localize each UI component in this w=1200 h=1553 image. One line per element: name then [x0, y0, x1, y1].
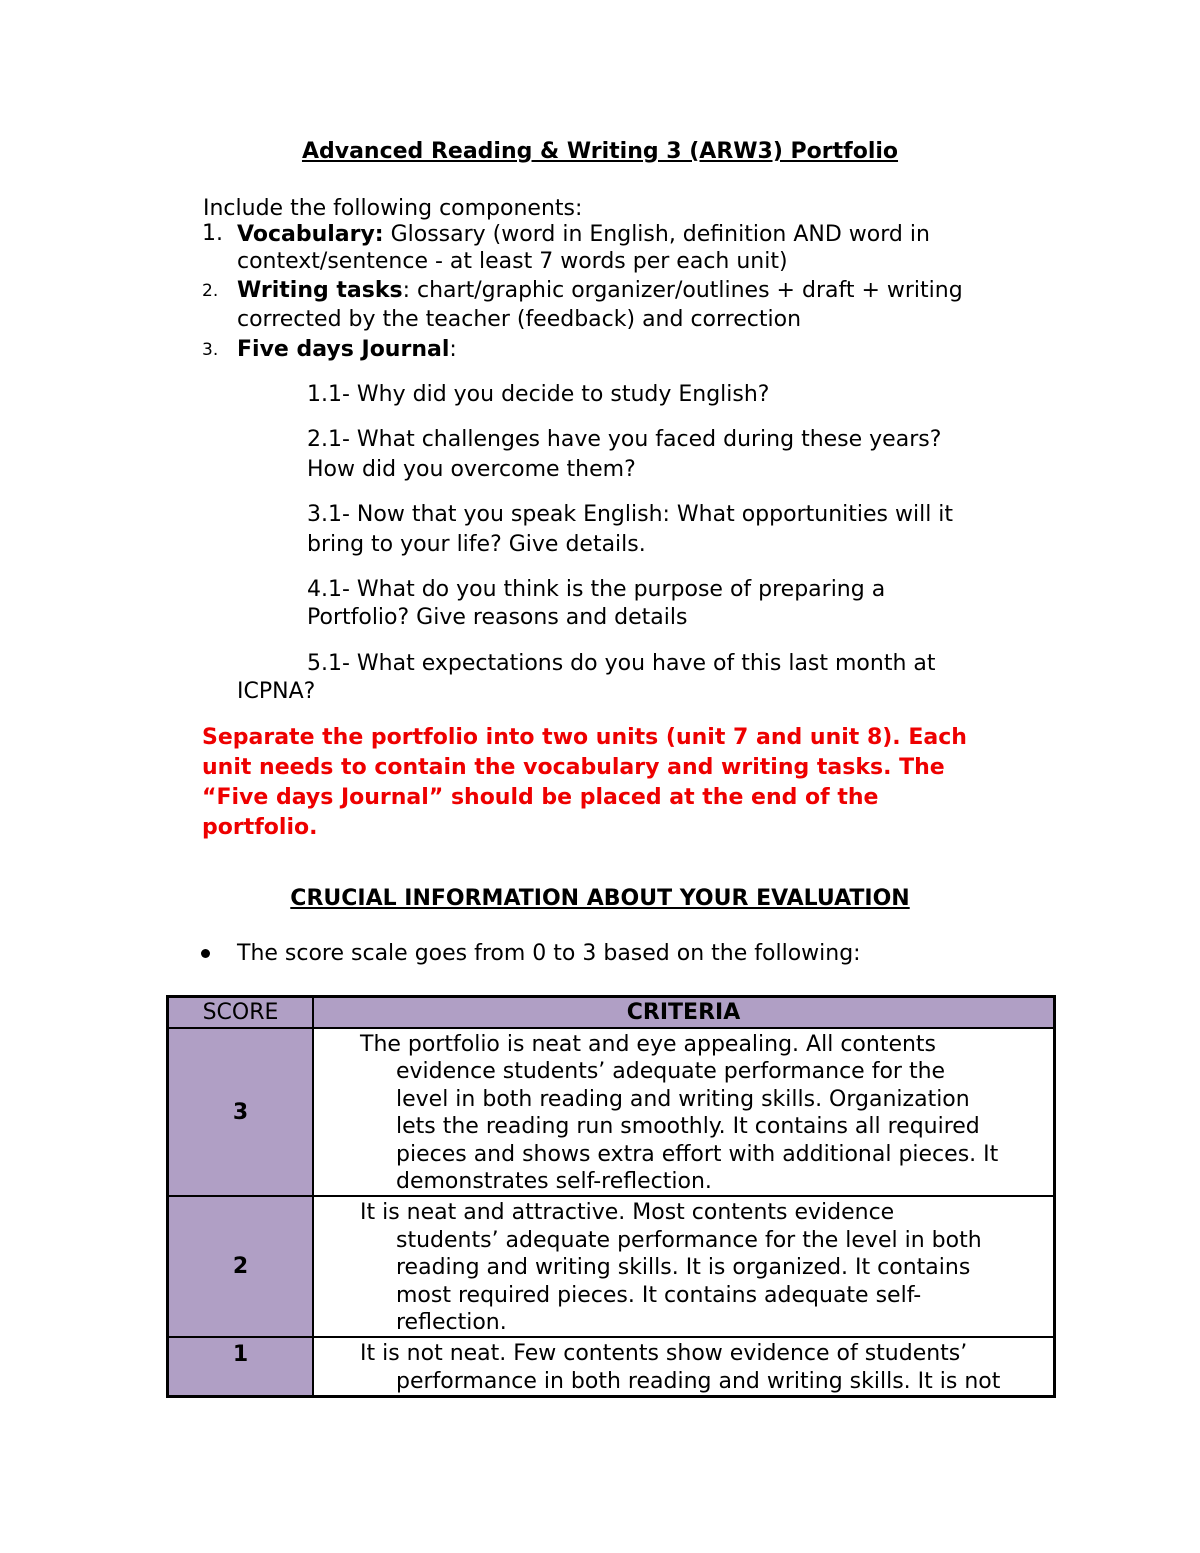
journal-question-3-line2: bring to your life? Give details.	[307, 532, 646, 557]
criteria-line: evidence students’ adequate performance for the	[396, 1059, 946, 1085]
journal-question-4: 4.1- What do you think is the purpose of preparing a	[307, 577, 886, 602]
notice-line-4: portfolio.	[202, 815, 318, 840]
criteria-line: It is not neat. Few contents show evidence of students’	[360, 1341, 968, 1367]
journal-question-2: 2.1- What challenges have you faced during these years?	[307, 427, 942, 452]
component-text: Glossary (word in English, definition AND word in	[383, 222, 930, 247]
criteria-cell	[313, 1028, 1055, 1196]
component-writing-tasks	[237, 277, 963, 304]
component-journal	[237, 336, 457, 363]
intro-text: Include the following components:	[203, 196, 583, 221]
evaluation-heading: CRUCIAL INFORMATION ABOUT YOUR EVALUATION	[290, 886, 910, 911]
score-cell: 3	[168, 1028, 314, 1196]
component-label: Vocabulary:	[237, 222, 384, 247]
list-number-3: 3.	[202, 340, 219, 360]
criteria-line: pieces and shows extra effort with additional pieces. It	[396, 1141, 999, 1167]
document-title: Advanced Reading & Writing 3 (ARW3) Portfolio	[301, 139, 899, 164]
score-cell: 1	[168, 1337, 314, 1396]
notice-line-3: “Five days Journal” should be placed at the end of the	[202, 785, 879, 810]
component-label: Five days Journal	[237, 337, 450, 362]
component-text: : chart/graphic organizer/outlines + draft + writing	[402, 278, 963, 303]
component-vocabulary-line2: context/sentence - at least 7 words per each unit)	[237, 249, 788, 274]
notice-line-1: Separate the portfolio into two units (unit 7 and unit 8). Each	[202, 725, 967, 750]
criteria-header: CRITERIA	[313, 997, 1055, 1029]
table-row	[168, 1196, 1055, 1337]
score-scale-text: The score scale goes from 0 to 3 based on the following:	[237, 941, 861, 966]
component-writing-tasks-line2: corrected by the teacher (feedback) and correction	[237, 307, 802, 332]
list-number-1: 1.	[202, 221, 223, 246]
journal-question-4-line2: Portfolio? Give reasons and details	[307, 605, 688, 630]
bullet-icon	[201, 949, 210, 958]
criteria-line: The portfolio is neat and eye appealing. All contents	[360, 1032, 937, 1057]
component-label: Writing tasks	[237, 278, 403, 303]
journal-question-5-line2: ICPNA?	[237, 679, 316, 704]
criteria-cell	[313, 1196, 1055, 1337]
criteria-line: It is neat and attractive. Most contents evidence	[360, 1200, 895, 1226]
criteria-line: lets the reading run smoothly. It contains all required	[396, 1114, 980, 1140]
list-number-2: 2.	[202, 281, 219, 301]
component-vocabulary	[237, 221, 930, 248]
rubric-header-row	[168, 997, 1055, 1029]
journal-question-1: 1.1- Why did you decide to study English?	[307, 382, 770, 407]
criteria-cell	[313, 1337, 1055, 1396]
rubric-table	[166, 995, 1056, 1398]
criteria-line: reflection.	[396, 1310, 507, 1336]
table-row	[168, 1337, 1055, 1396]
component-text: :	[449, 337, 457, 362]
journal-question-2-line2: How did you overcome them?	[307, 457, 636, 482]
criteria-line: performance in both reading and writing skills. It is not	[396, 1368, 1001, 1394]
criteria-line: students’ adequate performance for the level in both	[396, 1227, 982, 1253]
criteria-line: demonstrates self-reflection.	[396, 1169, 712, 1195]
score-header: SCORE	[168, 997, 314, 1029]
score-cell: 2	[168, 1196, 314, 1337]
table-row	[168, 1028, 1055, 1196]
notice-line-2: unit needs to contain the vocabulary and writing tasks. The	[202, 755, 945, 780]
criteria-line: reading and writing skills. It is organized. It contains	[396, 1255, 971, 1281]
journal-question-5: 5.1- What expectations do you have of this last month at	[307, 651, 936, 676]
journal-question-3: 3.1- Now that you speak English: What opportunities will it	[307, 502, 954, 527]
criteria-line: most required pieces. It contains adequate self-	[396, 1282, 922, 1308]
criteria-line: level in both reading and writing skills. Organization	[396, 1086, 970, 1112]
